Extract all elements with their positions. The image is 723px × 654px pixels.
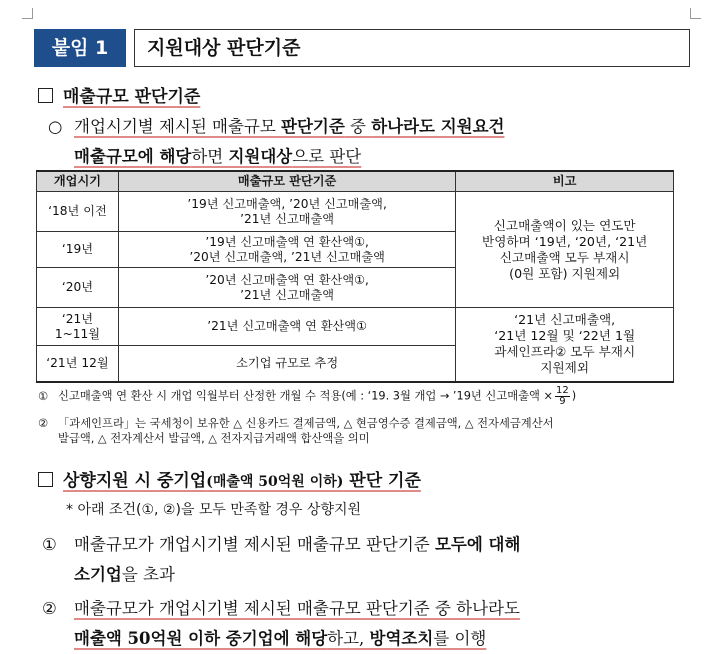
period-line: ‘21년 bbox=[61, 311, 94, 326]
fraction bbox=[555, 386, 570, 407]
period-line: 1~11월 bbox=[54, 326, 101, 341]
checkbox-square-icon bbox=[38, 88, 53, 103]
footnote-1 bbox=[38, 386, 678, 407]
condition-text: 방역조치 bbox=[369, 629, 434, 648]
remark-line: ‘21년 신고매출액, bbox=[514, 312, 616, 328]
footnote-2 bbox=[38, 416, 678, 446]
condition-marker: ② bbox=[42, 599, 57, 618]
condition-marker: ① bbox=[42, 535, 57, 554]
condition-1 bbox=[42, 530, 678, 590]
checkbox-square-icon bbox=[38, 472, 53, 487]
remark-cell bbox=[456, 192, 674, 308]
table-header-row bbox=[37, 171, 674, 192]
table-row bbox=[37, 308, 674, 346]
condition-2 bbox=[42, 594, 678, 654]
criteria-cell bbox=[118, 192, 455, 232]
attachment-badge: 붙임 1 bbox=[34, 29, 126, 67]
period-cell bbox=[37, 308, 119, 346]
criteria-cell bbox=[118, 232, 455, 268]
bullet-text: 하면 bbox=[191, 147, 229, 166]
period-cell: ‘19년 bbox=[37, 232, 119, 268]
period-cell: ‘21년 12월 bbox=[37, 346, 119, 382]
remark-line: (0원 포함) 지원제외 bbox=[509, 265, 621, 281]
page-corner-mark-right bbox=[690, 8, 701, 19]
remark-line: 지원제외 bbox=[540, 360, 589, 376]
remark-line: ‘21년 12월 및 ‘22년 1월 bbox=[494, 328, 636, 344]
bullet-text: 으로 판단 bbox=[292, 147, 362, 166]
condition-text: 하고, bbox=[327, 629, 370, 648]
footnote-text: 「과세인프라」는 국세청이 보유한 △ 신용카드 결제금액, △ 현금영수증 결제금액, △ 전자세금계산서 bbox=[58, 417, 554, 430]
section-heading-upgrade-criteria bbox=[38, 466, 421, 491]
criteria-line: ’19년 신고매출액 연 환산액①, bbox=[205, 234, 369, 249]
footnote-text: ) bbox=[571, 389, 577, 403]
column-header: 매출규모 판단기준 bbox=[118, 171, 455, 192]
remark-line: 반영하며 ‘19년, ‘20년, ‘21년 bbox=[482, 233, 648, 249]
condition-text: 모두에 대해 bbox=[434, 535, 521, 554]
criteria-line: ’20년 신고매출액, ’21년 신고매출액 bbox=[189, 249, 385, 264]
criteria-table bbox=[36, 170, 674, 383]
column-header: 비고 bbox=[456, 171, 674, 192]
footnote-marker: ② bbox=[38, 417, 49, 430]
circle-bullet-icon: ○ bbox=[48, 117, 63, 136]
remark-cell bbox=[456, 308, 674, 382]
footnote-text: 신고매출액 연 환산 시 개업 익월부터 산정한 개월 수 적용(예 : ‘19. 3월 개업 → ’19년 신고매출액 × bbox=[58, 389, 554, 403]
condition-text: 소기업 bbox=[74, 565, 122, 584]
criteria-line: ’21년 신고매출액 bbox=[240, 211, 335, 226]
footnote-marker: ① bbox=[38, 389, 49, 403]
section-heading-sales-criteria bbox=[38, 82, 200, 107]
bullet-text: 지원대상 bbox=[228, 147, 293, 166]
criteria-line: ’20년 신고매출액 연 환산액①, bbox=[205, 272, 369, 287]
criteria-cell: ’21년 신고매출액 연 환산액① bbox=[118, 308, 455, 346]
condition-text: 매출규모가 개업시기별 제시된 매출규모 판단기준 중 하나라도 bbox=[74, 599, 520, 618]
condition-text: 매출액 50억원 이하 중기업에 해당 bbox=[74, 629, 328, 648]
column-header: 개업시기 bbox=[37, 171, 119, 192]
remark-line: 신고매출액이 있는 연도만 bbox=[493, 217, 636, 233]
attachment-header bbox=[34, 29, 690, 67]
condition-text: 을 초과 bbox=[121, 565, 175, 584]
fraction-numerator: 12 bbox=[556, 385, 569, 396]
condition-text: 매출규모가 개업시기별 제시된 매출규모 판단기준 bbox=[74, 535, 435, 554]
attachment-title: 지원대상 판단기준 bbox=[134, 29, 690, 67]
page-corner-mark-left bbox=[22, 8, 33, 19]
bullet-text: 판단기준 bbox=[281, 117, 345, 136]
criteria-cell: 소기업 규모로 추정 bbox=[118, 346, 455, 382]
bullet-text: 하나라도 지원요건 bbox=[371, 117, 505, 136]
section-title: 매출규모 판단기준 bbox=[63, 87, 201, 107]
section-note: * 아래 조건(①, ②)을 모두 만족할 경우 상향지원 bbox=[66, 502, 362, 518]
bullet-text: 중 bbox=[344, 117, 372, 136]
criteria-cell bbox=[118, 268, 455, 308]
bullet-text: 개업시기별 제시된 매출규모 bbox=[74, 117, 282, 136]
bullet-paragraph bbox=[48, 112, 668, 172]
period-cell: ‘20년 bbox=[37, 268, 119, 308]
section-title: 판단 기준 bbox=[343, 471, 421, 491]
fraction-denominator: 9 bbox=[559, 396, 566, 407]
footnote-text: 발급액, △ 전자계산서 발급액, △ 전자지급거래액 합산액을 의미 bbox=[58, 432, 370, 445]
section-title: (매출액 50억원 이하) bbox=[206, 474, 344, 490]
period-cell: ‘18년 이전 bbox=[37, 192, 119, 232]
bullet-text: 매출규모에 해당 bbox=[74, 147, 192, 166]
criteria-line: ’21년 신고매출액 bbox=[240, 287, 335, 302]
section-title: 상향지원 시 중기업 bbox=[63, 471, 207, 491]
table-row bbox=[37, 192, 674, 232]
condition-text: 를 이행 bbox=[433, 629, 487, 648]
criteria-line: ’19년 신고매출액, ’20년 신고매출액, bbox=[187, 196, 387, 211]
remark-line: 과세인프라② 모두 부재시 bbox=[494, 344, 636, 360]
remark-line: 신고매출액 모두 부재시 bbox=[499, 249, 630, 265]
